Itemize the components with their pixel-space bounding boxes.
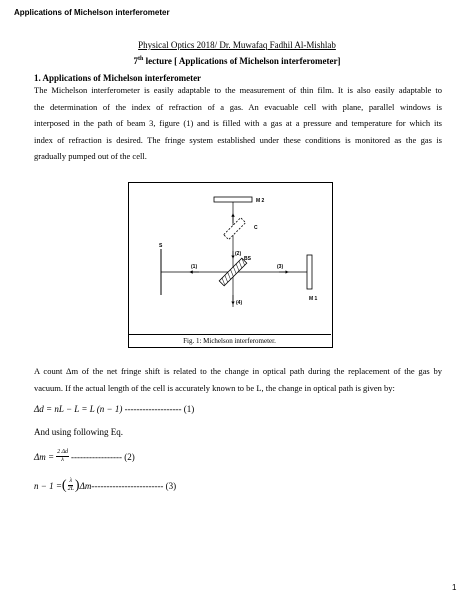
equation-2 (34, 449, 135, 464)
course-title: Physical Optics 2018/ Dr. Muwafaq Fadhil Al-Mishlab (138, 40, 336, 50)
paragraph-line: index of refraction is desired. The fringe system established under these conditions is monitored as the gas is (34, 134, 442, 145)
paragraph-line: The Michelson interferometer is easily adaptable to the measurement of thin film. It is also easily adaptable to (34, 85, 442, 95)
label-beam-4: (4) (236, 300, 243, 306)
label-m1: M 1 (309, 296, 318, 302)
equation-2-lhs: Δm = (34, 451, 55, 462)
equation-2-fraction (56, 449, 69, 464)
equation-3-fraction (68, 478, 74, 493)
label-m2: M 2 (256, 198, 265, 204)
equation-1-expr: Δd = nL − L = L (n − 1) (34, 404, 123, 414)
equation-1 (34, 404, 194, 414)
equation-1-number: ------------------- (1) (122, 404, 195, 414)
paragraph-line: gradually pumped out of the cell. (34, 151, 147, 162)
paragraph-line: interposed in the path of beam 3, figure (1) and is filled with a gas at a pressure and temperature for which its (34, 118, 442, 129)
and-using-text: And using following Eq. (34, 427, 123, 437)
lecture-number: 7 (133, 56, 139, 66)
paragraph-fringe (34, 363, 442, 396)
lecture-number-suffix: th (138, 56, 144, 62)
equation-2-numerator: 2 Δd (57, 449, 69, 455)
compensator-c (224, 218, 246, 240)
mirror-m2 (214, 197, 252, 202)
lecture-title (0, 56, 474, 66)
label-s: S (159, 243, 163, 249)
lecture-topic: lecture [ Applications of Michelson interferometer] (143, 56, 341, 66)
equation-3-lhs: n − 1 = (34, 480, 62, 491)
running-header: Applications of Michelson interferometer (14, 8, 170, 17)
paragraph-line: A count Δm of the net fringe shift is related to the change in optical path during the replacement of the gas by (34, 366, 442, 376)
label-beam-1: (1) (191, 264, 198, 270)
equation-3-paren-open: ( (61, 477, 67, 493)
label-bs: BS (244, 256, 251, 262)
equation-3-rhs: Δm (79, 480, 92, 491)
figure-box (128, 182, 333, 348)
label-beam-3: (3) (277, 264, 284, 270)
equation-3-numerator: λ (69, 478, 73, 484)
equation-3 (34, 478, 176, 493)
equation-2-denominator: λ (61, 457, 64, 463)
paragraph-line: the determination of the index of refraction of a gas. An evacuable cell with plane, parallel windows is (34, 101, 442, 112)
section-heading: 1. Applications of Michelson interferometer (34, 73, 202, 83)
paragraph-line: vacuum. If the actual length of the cell is accurately known to be L, the change in optical path is given by: (34, 382, 395, 393)
label-c: C (254, 225, 258, 231)
page-number: 1 (452, 583, 457, 592)
equation-2-number: ----------------- (2) (71, 451, 135, 462)
equation-3-number: ------------------------ (3) (91, 480, 177, 491)
equation-3-paren-close: ) (74, 477, 80, 493)
equation-3-denominator: 2L (67, 486, 74, 492)
label-beam-2: (2) (235, 251, 242, 257)
paragraph-intro (34, 82, 442, 165)
mirror-m1 (307, 255, 312, 289)
michelson-diagram (129, 183, 332, 333)
figure-caption: Fig. 1: Michelson interferometer. (128, 334, 331, 347)
